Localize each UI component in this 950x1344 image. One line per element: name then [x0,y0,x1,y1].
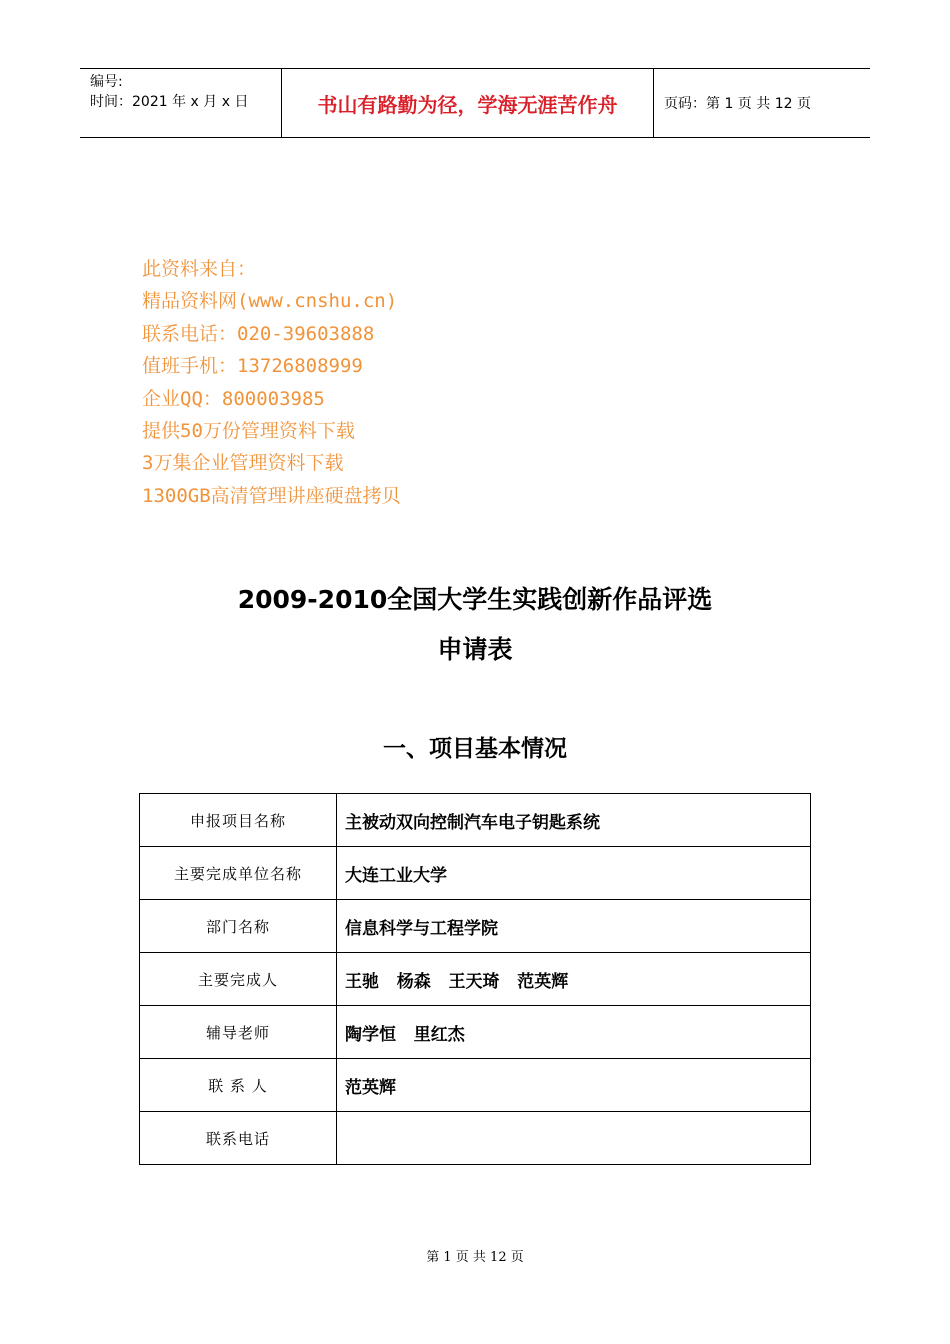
header-number: 编号: [90,74,123,90]
promo-line: 3万集企业管理资料下载 [142,452,344,475]
document-subtitle: 申请表 [437,635,513,664]
table-row [140,794,811,847]
row-value [337,1112,811,1165]
row-value: 王驰 杨森 王天琦 范英辉 [337,953,811,1006]
header-meta [80,69,281,137]
promo-line: 企业QQ：800003985 [142,387,325,410]
promo-line: 联系电话：020-39603888 [142,322,375,345]
row-value: 陶学恒 里红杰 [337,1006,811,1059]
promo-block [142,253,401,512]
table-row [140,847,811,900]
row-label: 主要完成人 [140,953,337,1006]
document-title: 2009-2010全国大学生实践创新作品评选 [237,585,713,614]
promo-line: 1300GB高清管理讲座硬盘拷贝 [142,484,401,507]
project-info-table [139,793,811,1165]
promo-line: 此资料来自： [142,258,257,280]
header-motto: 书山有路勤为径，学海无涯苦作舟 [281,69,654,137]
table-row [140,1112,811,1165]
row-value: 大连工业大学 [337,847,811,900]
row-label: 部门名称 [140,900,337,953]
table-row [140,1059,811,1112]
promo-line: 精品资料网(www.cnshu.cn) [142,290,398,313]
table-row [140,900,811,953]
row-value: 主被动双向控制汽车电子钥匙系统 [337,794,811,847]
table-row [140,953,811,1006]
row-label: 主要完成单位名称 [140,847,337,900]
section-heading: 一、项目基本情况 [383,736,567,762]
row-label: 辅导老师 [140,1006,337,1059]
page-header [80,68,870,138]
row-label: 联 系 人 [140,1059,337,1112]
header-date: 时间：2021 年 x 月 x 日 [90,94,249,110]
header-page-number: 页码：第 1 页 共 12 页 [664,96,811,112]
row-value: 信息科学与工程学院 [337,900,811,953]
page-footer: 第 1 页 共 12 页 [426,1250,524,1265]
row-value: 范英辉 [337,1059,811,1112]
table-row [140,1006,811,1059]
row-label: 申报项目名称 [140,794,337,847]
row-label: 联系电话 [140,1112,337,1165]
promo-line: 值班手机：13726808999 [142,355,363,378]
promo-line: 提供50万份管理资料下载 [142,420,355,443]
